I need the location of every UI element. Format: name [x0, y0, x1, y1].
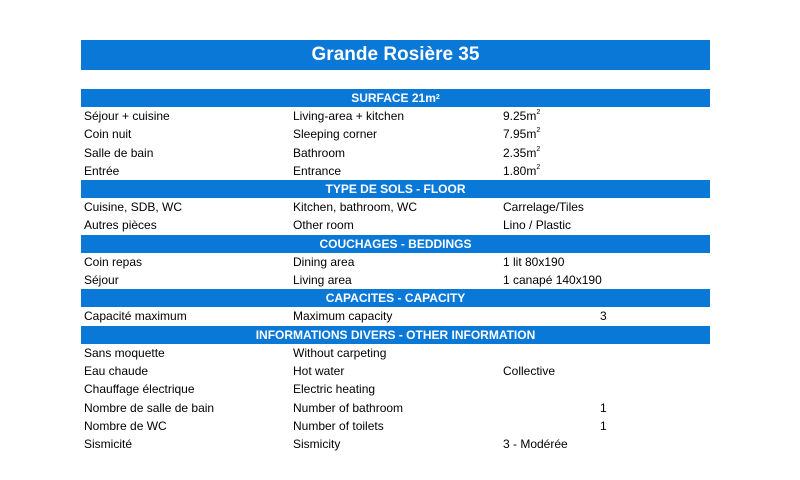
- unit-superscript: 2: [536, 109, 541, 116]
- count-cell: [600, 307, 607, 325]
- table-row: [81, 435, 710, 453]
- label-fr: [84, 362, 148, 380]
- count-cell-text: 1: [600, 400, 607, 415]
- label-en-text: Other room: [293, 218, 354, 233]
- label-en: [293, 417, 384, 435]
- label-fr-text: Capacité maximum: [84, 309, 187, 324]
- value-cell-text: Lino / Plastic: [503, 218, 572, 233]
- section-header-label: SURFACE 21m: [351, 91, 436, 105]
- label-en: [293, 344, 386, 362]
- label-en: [293, 362, 344, 380]
- value-cell: [503, 144, 540, 162]
- label-fr-text: Sans moquette: [84, 345, 165, 360]
- section-header-capacites-capacity: [81, 289, 710, 307]
- value-cell-text: 2.35m: [503, 145, 537, 160]
- label-en-text: Bathroom: [293, 145, 346, 160]
- label-fr-text: Cuisine, SDB, WC: [84, 200, 183, 215]
- info-sheet: [81, 89, 710, 453]
- label-en: [293, 435, 340, 453]
- unit-superscript: 2: [536, 163, 541, 171]
- unit-superscript: 2: [536, 145, 541, 153]
- section-header-label: CAPACITES - CAPACITY: [325, 291, 466, 306]
- label-en: [293, 162, 341, 180]
- label-fr-text: Séjour: [84, 273, 119, 288]
- label-en-text: Without carpeting: [293, 345, 387, 360]
- label-fr-text: Autres pièces: [84, 218, 157, 233]
- label-fr: [84, 198, 182, 216]
- table-row: [81, 344, 710, 362]
- section-header-informations-divers-other-information: [81, 326, 710, 344]
- section-header-label: INFORMATIONS DIVERS - OTHER INFORMATION: [255, 327, 536, 342]
- label-fr: [84, 125, 131, 143]
- value-cell-text: 1 lit 80x190: [503, 254, 565, 269]
- label-en-text: Hot water: [293, 363, 345, 378]
- label-en: [293, 144, 345, 162]
- label-en: [293, 198, 417, 216]
- table-row: [81, 362, 710, 380]
- value-cell: [503, 362, 555, 380]
- table-row: [81, 107, 710, 125]
- label-fr: [84, 253, 142, 271]
- label-en: [293, 253, 354, 271]
- label-en-text: Dining area: [293, 254, 355, 269]
- table-row: [81, 307, 710, 325]
- table-row: [81, 417, 710, 435]
- value-cell-text: Collective: [503, 363, 556, 378]
- table-row: [81, 162, 710, 180]
- table-row: [81, 399, 710, 417]
- value-cell-text: 1 canapé 140x190: [503, 273, 602, 288]
- label-en-text: Sleeping corner: [293, 127, 378, 142]
- label-fr-text: Coin nuit: [84, 127, 132, 142]
- value-cell: [503, 125, 540, 143]
- count-cell: [600, 399, 607, 417]
- label-en-text: Entrance: [293, 163, 342, 178]
- label-fr-text: Nombre de WC: [84, 418, 167, 433]
- label-fr-text: Entrée: [84, 163, 120, 178]
- label-fr-text: Chauffage électrique: [84, 382, 195, 397]
- label-en-text: Maximum capacity: [293, 309, 393, 324]
- table-row: [81, 380, 710, 398]
- value-cell-text: 7.95m: [503, 127, 537, 142]
- label-en-text: Number of bathroom: [293, 400, 404, 415]
- label-fr-text: Coin repas: [84, 254, 143, 269]
- count-cell-text: 1: [600, 418, 607, 433]
- table-row: [81, 271, 710, 289]
- label-en: [293, 271, 352, 289]
- label-fr-text: Séjour + cuisine: [84, 109, 170, 123]
- table-row: [81, 144, 710, 162]
- value-cell-text: Carrelage/Tiles: [503, 200, 584, 215]
- value-cell: [503, 162, 540, 180]
- table-row: [81, 216, 710, 234]
- label-fr: [84, 435, 132, 453]
- label-en-text: Living-area + kitchen: [293, 109, 405, 123]
- value-cell: [503, 216, 571, 234]
- label-en-text: Kitchen, bathroom, WC: [293, 200, 418, 215]
- label-fr: [84, 380, 195, 398]
- label-fr: [84, 344, 165, 362]
- label-en: [293, 307, 392, 325]
- value-cell: [503, 253, 564, 271]
- label-fr-text: Sismicité: [84, 437, 133, 452]
- value-cell-text: 3 - Modérée: [503, 437, 568, 452]
- label-fr-text: Salle de bain: [84, 145, 154, 160]
- table-row: [81, 253, 710, 271]
- value-cell: [503, 435, 568, 453]
- label-fr: [84, 144, 153, 162]
- label-fr: [84, 399, 214, 417]
- section-header-surface-21m: SURFACE 21m 2: [81, 89, 710, 107]
- label-en-text: Living area: [293, 273, 352, 288]
- section-header-couchages-beddings: [81, 235, 710, 253]
- page-title: Grande Rosière 35: [81, 40, 710, 70]
- label-en-text: Number of toilets: [293, 418, 384, 433]
- label-fr: [84, 162, 119, 180]
- label-en: [293, 216, 354, 234]
- label-en: [293, 380, 375, 398]
- unit-superscript: 2: [536, 127, 541, 135]
- label-en: [293, 399, 403, 417]
- table-row: [81, 125, 710, 143]
- label-en-text: Electric heating: [293, 382, 376, 397]
- label-en: [293, 107, 404, 125]
- label-en: [293, 125, 377, 143]
- value-cell: [503, 198, 584, 216]
- section-header-label: COUCHAGES - BEDDINGS: [319, 236, 472, 251]
- count-cell-text: 3: [600, 309, 607, 324]
- label-fr-text: Nombre de salle de bain: [84, 400, 215, 415]
- value-cell: [503, 107, 540, 125]
- label-en-text: Sismicity: [293, 437, 341, 452]
- value-cell-text: 1.80m: [503, 163, 537, 178]
- section-header-type-de-sols-floor: [81, 180, 710, 198]
- label-fr: [84, 271, 119, 289]
- value-cell-text: 9.25m: [503, 109, 537, 123]
- section-header-label: TYPE DE SOLS - FLOOR: [325, 182, 466, 197]
- label-fr: [84, 216, 157, 234]
- table-row: [81, 198, 710, 216]
- value-cell: [503, 271, 602, 289]
- label-fr: [84, 107, 170, 125]
- label-fr: [84, 417, 167, 435]
- count-cell: [600, 417, 607, 435]
- label-fr-text: Eau chaude: [84, 363, 149, 378]
- label-fr: [84, 307, 187, 325]
